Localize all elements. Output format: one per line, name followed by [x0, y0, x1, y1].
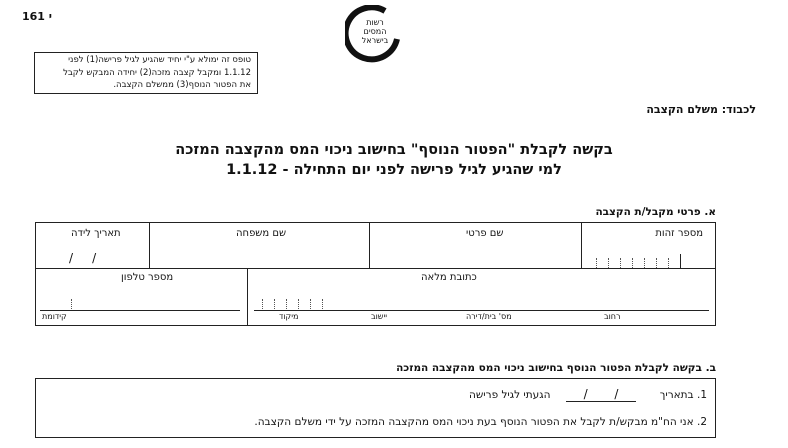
notice-line: טופס זה ימולא ע"י יחיד שהגיע לגיל פרישה(1) לפני — [68, 55, 251, 65]
notice-line: את הפטור הנוסף(3) ממשלם הקצבה. — [113, 80, 251, 90]
retirement-date-field[interactable]: / / — [566, 387, 636, 402]
item2-text: 2. אני הח"מ מבקש/ת לקבל את הפטור הנוסף בעת ניכוי המס מהקצבה המזכה על ידי משלם הקצבה. — [254, 416, 707, 428]
notice-line: 1.1.12 ומקבל קצבה מזכה(2) יחידה המבקש לקבל — [63, 67, 251, 78]
phone-field[interactable]: מספר טלפון — [121, 272, 174, 283]
first-name-field[interactable]: שם פרטי — [466, 228, 504, 239]
personal-details-table — [35, 222, 716, 326]
logo-text: המסים — [363, 27, 387, 36]
item1-prefix: 1. בתאריך — [659, 389, 707, 401]
addressee: לכבוד: משלם הקצבה — [646, 103, 756, 116]
title-line: בקשה לקבלת "הפטור הנוסף" בחישוב ניכוי המס מהקצבה המזכה — [175, 142, 613, 158]
section-b-heading: ב. בקשה לקבלת הפטור הנוסף בחישוב ניכוי המס מהקצבה המזכה — [396, 362, 716, 374]
logo-text: בישראל — [361, 36, 389, 45]
street-label: רחוב — [604, 312, 621, 321]
zip-label: מיקוד — [279, 312, 299, 321]
item1-suffix: הגעתי לגיל פרישה — [469, 389, 551, 401]
request-box — [35, 378, 716, 438]
notice-box — [34, 52, 258, 94]
area-code-label: קידומת — [42, 312, 67, 321]
tax-authority-logo — [345, 5, 403, 63]
full-address-field[interactable]: כתובת מלאה — [421, 272, 477, 283]
birth-date-field[interactable]: תאריך לידה — [71, 228, 121, 239]
city-label: יישוב — [371, 312, 388, 321]
page-title — [0, 140, 788, 180]
house-apt-label: מס' בית/דירה — [466, 312, 512, 321]
id-number-field[interactable]: מספר זהות — [655, 228, 703, 239]
birth-date-slashes: / / — [69, 251, 97, 265]
title-line: למי שהגיע לגיל פרישה לפני יום התחילה - 1.1.12 — [226, 162, 562, 178]
logo-text: רשות — [366, 18, 384, 27]
form-number: 161 י — [22, 10, 53, 23]
section-a-heading: א. פרטי מקבל/ת הקצבה — [595, 206, 716, 218]
last-name-field[interactable]: שם משפחה — [236, 228, 287, 239]
